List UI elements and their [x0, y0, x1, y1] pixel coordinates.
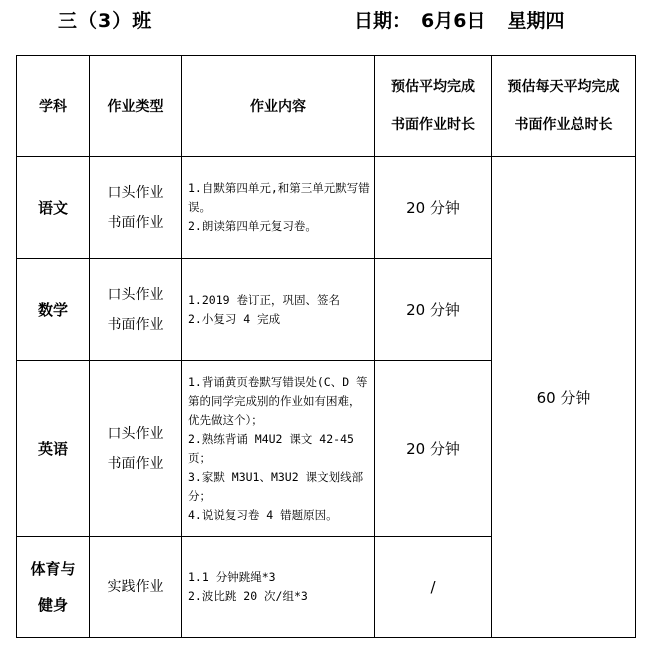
- total-time-cell: 60 分钟: [492, 157, 636, 638]
- content-cell: [182, 157, 375, 259]
- homework-table: [16, 55, 636, 638]
- date-label: 日期：: [354, 10, 412, 32]
- content-item: 1.1 分钟跳绳*3: [188, 570, 276, 584]
- time-cell: 20 分钟: [375, 259, 492, 361]
- time-cell: /: [375, 537, 492, 638]
- content-item: 1.自默第四单元,和第三单元默写错误。: [188, 181, 370, 214]
- column-header-subject: 学科: [17, 56, 90, 157]
- time-cell: 20 分钟: [375, 361, 492, 537]
- column-header-content: 作业内容: [182, 56, 375, 157]
- subject-line: 体育与: [30, 560, 76, 578]
- type-label: 口头作业: [107, 425, 164, 442]
- content-item: 1.背诵黄页卷默写错误处(C、D 等第的同学完成别的作业如有困难，优先做这个）；: [188, 374, 368, 427]
- content-cell: [182, 259, 375, 361]
- type-label: 书面作业: [107, 316, 164, 333]
- type-label: 书面作业: [107, 455, 164, 472]
- column-header-avg-time-line2: 书面作业时长: [391, 117, 475, 133]
- content-item: 1.2019 卷订正，巩固、签名: [188, 292, 340, 307]
- type-label: 书面作业: [107, 214, 164, 231]
- column-header-avg-time: [375, 56, 492, 157]
- subject-cell: 数学: [17, 259, 90, 361]
- type-label: 口头作业: [107, 184, 164, 201]
- date-line: [354, 6, 564, 33]
- table-header-row: [17, 56, 636, 157]
- content-item: 2.朗读第四单元复习卷。: [188, 219, 317, 233]
- class-title: 三（3）班: [58, 10, 153, 32]
- content-cell: [182, 361, 375, 537]
- column-header-total-time-line2: 书面作业总时长: [514, 117, 613, 133]
- type-cell: [90, 361, 182, 537]
- type-cell: [90, 259, 182, 361]
- type-cell: [90, 537, 182, 638]
- content-item: 3.家默 M3U1、M3U2 课文划线部分；: [188, 469, 364, 503]
- subject-line: 健身: [37, 596, 68, 614]
- content-item: 2.熟练背诵 M4U2 课文 42-45 页；: [188, 431, 354, 465]
- weekday: 星期四: [507, 10, 565, 32]
- column-header-total-time-line1: 预估每天平均完成: [507, 79, 620, 95]
- date-value: 6月6日: [421, 10, 486, 32]
- subject-cell: 语文: [17, 157, 90, 259]
- column-header-avg-time-line1: 预估平均完成: [391, 79, 475, 95]
- content-item: 4.说说复习卷 4 错题原因。: [188, 507, 338, 522]
- column-header-total-time: [492, 56, 636, 157]
- table-row-chinese: [17, 157, 636, 259]
- column-header-type: 作业类型: [90, 56, 182, 157]
- type-label: 实践作业: [107, 579, 164, 595]
- subject-cell: 英语: [17, 361, 90, 537]
- content-cell: [182, 537, 375, 638]
- content-item: 2.波比跳 20 次/组*3: [188, 589, 308, 603]
- type-label: 口头作业: [107, 286, 164, 303]
- content-item: 2.小复习 4 完成: [188, 311, 281, 326]
- subject-cell: [17, 537, 90, 638]
- time-cell: 20 分钟: [375, 157, 492, 259]
- type-cell: [90, 157, 182, 259]
